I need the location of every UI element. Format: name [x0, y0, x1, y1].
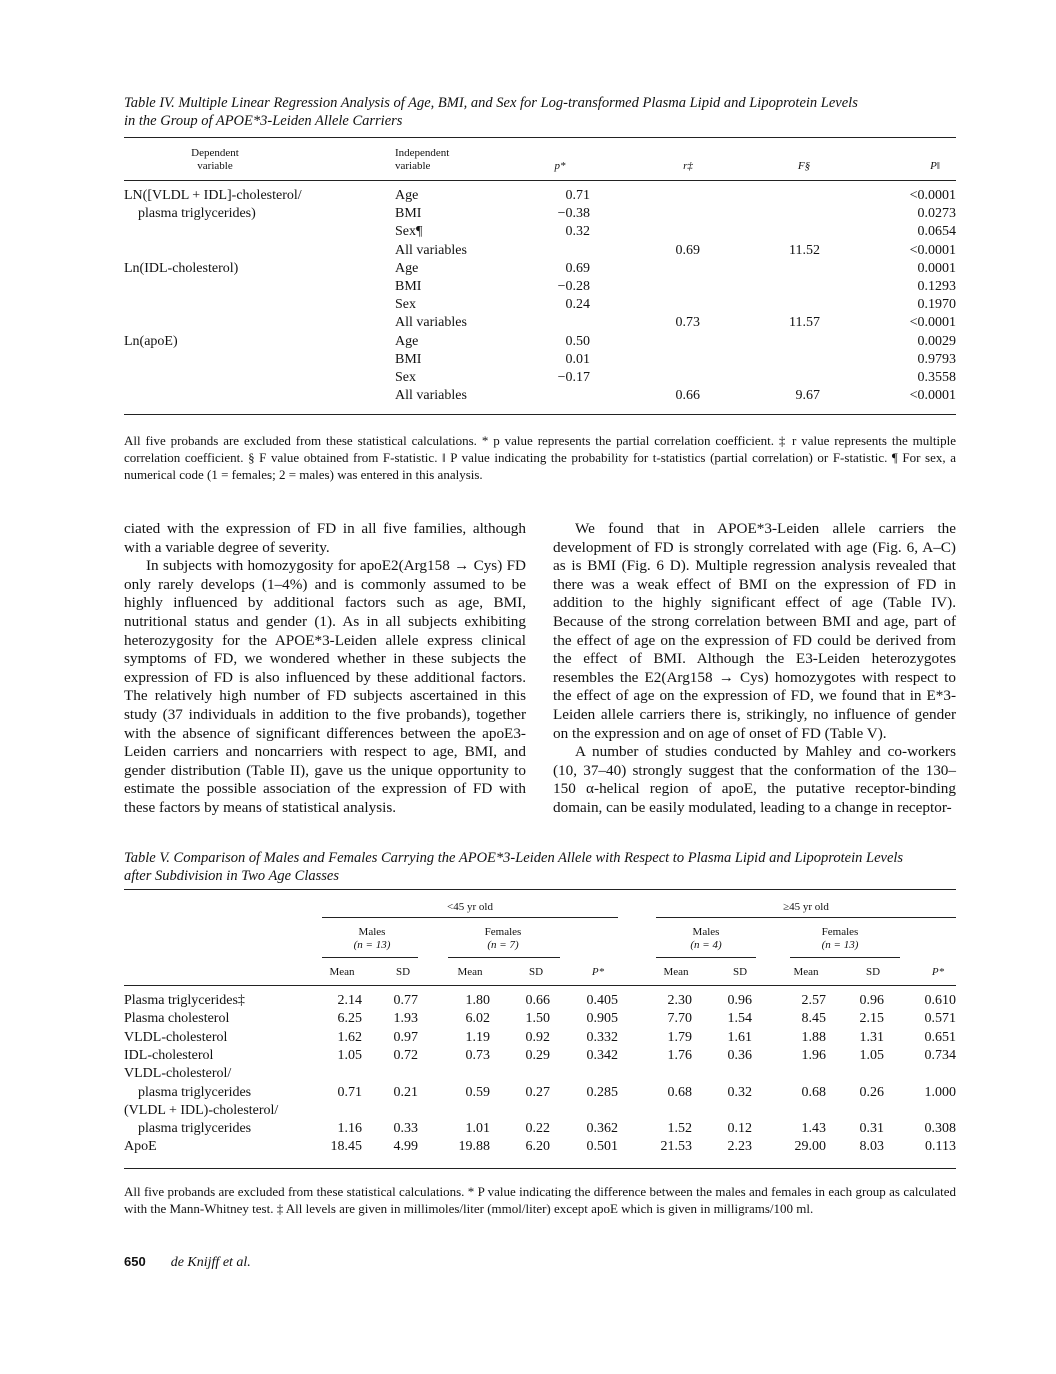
table5-cell: 7.70: [667, 1011, 692, 1027]
table4-cell-ind: All variables: [395, 315, 467, 331]
running-authors: de Knijff et al.: [170, 1255, 251, 1270]
table5-cell: 0.73: [465, 1047, 490, 1063]
table5-cell: 0.36: [727, 1047, 752, 1063]
table4-header-rule: [124, 180, 956, 181]
table4-caption: [124, 94, 964, 130]
table5-cell: 1.61: [727, 1029, 752, 1045]
table5-cell: 0.734: [924, 1047, 956, 1063]
table5-cell: 0.68: [801, 1084, 826, 1100]
table4-cell-ind: BMI: [395, 206, 422, 222]
table5-females-lt45: Females (n = 7): [484, 926, 522, 951]
table4-cell-P: 0.0029: [917, 333, 956, 349]
page-footer: [124, 1254, 251, 1271]
table5-cell: 1.62: [337, 1029, 362, 1045]
table5-row-label: VLDL-cholesterol/: [124, 1066, 232, 1082]
table4-cell-ind: All variables: [395, 388, 467, 404]
table5-cell: 0.651: [924, 1029, 956, 1045]
table4-cell-P: <0.0001: [909, 242, 956, 258]
table5-males-ge45-rule: [656, 957, 756, 958]
table5-cell: 1.05: [859, 1047, 884, 1063]
table5-cell: 0.96: [727, 993, 752, 1008]
table5-cell: 0.96: [859, 993, 884, 1008]
table5-males-lt45-rule: [322, 957, 418, 958]
table4-cell-ind: All variables: [395, 242, 467, 258]
table5-cell: 1.50: [525, 1011, 550, 1027]
table4-cell-ind: Sex: [395, 297, 416, 313]
table4-cell-F: 11.52: [789, 242, 820, 258]
table4-cell-dep: Ln(IDL-cholesterol): [124, 260, 239, 276]
table4-cell-p: 0.01: [565, 351, 590, 367]
body-right-paragraph-1: We found that in APOE*3-Leiden allele carriers the development of FD is strongly correlated with age (Fig. 6, A–C) as is BMI (Fig. 6 D). Multiple regression analysis revealed that there was a weak effect of BMI on the expression of FD in addition to the highly significant effect of age (Table IV). Because of the strong correlation between BMI and age, part of the effect of age on the expression of FD could be derived from the effect of BMI. Although the E3-Leiden heterozygotes resembles the E2(Arg158 → Cys) homozygotes with respect to the effect of age on the expression of FD, we found that in E*3-Leiden allele carriers there is, strikingly, no influence of gender on the expression and on age of onset of FD (Table V).: [553, 520, 956, 742]
table5-cell: 0.32: [727, 1084, 752, 1100]
table5-subheader-mean: Mean: [457, 966, 483, 978]
table4-cell-F: 9.67: [795, 388, 820, 404]
table5-cell: 0.27: [525, 1084, 550, 1100]
table5-cell: 6.25: [337, 1011, 362, 1027]
table5-row-label-cont: plasma triglycerides: [138, 1084, 252, 1100]
table5-cell: 0.72: [393, 1047, 418, 1063]
table5-cell: 0.12: [727, 1121, 752, 1137]
table5-cell: 1.54: [727, 1011, 752, 1027]
table4-cell-ind: Age: [395, 188, 419, 203]
table5-cell: 0.610: [924, 993, 956, 1008]
table5-cell: 1.43: [801, 1121, 826, 1137]
table5-cell: 0.332: [586, 1029, 618, 1045]
table4-cell-p: 0.69: [565, 260, 590, 276]
table5-cell: 0.71: [337, 1084, 362, 1100]
table5-cell: 8.03: [859, 1139, 884, 1155]
table4-cell-ind: Sex¶: [395, 224, 423, 240]
table5-cell: 0.22: [525, 1121, 550, 1137]
table5-cell: 1.05: [337, 1047, 362, 1063]
table5-cell: 2.15: [859, 1011, 884, 1027]
table4-cell-ind: Sex: [395, 370, 416, 385]
table5-cell: 1.79: [667, 1029, 692, 1045]
table5-subheader-mean: Mean: [793, 966, 819, 978]
table4-cell-P: <0.0001: [909, 315, 956, 331]
table5-cell: 0.405: [586, 993, 618, 1008]
table4-cell-P: 0.3558: [917, 370, 956, 385]
table5-subheader-p: P*: [931, 966, 945, 978]
table4-cell-P: 0.0654: [917, 224, 956, 240]
table5-cell: 0.285: [586, 1084, 618, 1100]
table4-cell-p: 0.24: [565, 297, 590, 313]
table4-cell-F: 11.57: [789, 315, 820, 331]
table5-lt45-rule: [322, 917, 618, 918]
table5-subheader-p: P*: [591, 966, 605, 978]
table5-caption: [124, 849, 964, 885]
table5-cell: 1.80: [465, 993, 490, 1008]
table4-cell-p: 0.50: [565, 333, 590, 349]
table5-bottom-rule: [124, 1168, 956, 1169]
table5-cell: 0.29: [525, 1047, 550, 1063]
table5-cell: 2.30: [667, 993, 692, 1008]
table5-cell: 0.92: [525, 1029, 550, 1045]
table4-caption-line1: Table IV. Multiple Linear Regression Analysis of Age, BMI, and Sex for Log-transformed Plasma Lipid and Lipoprotein Levels: [124, 95, 858, 111]
table5-cell: 0.308: [924, 1121, 956, 1137]
table5-subheader-mean: Mean: [329, 966, 355, 978]
table5-cell: 0.113: [925, 1139, 956, 1155]
body-right-column: [553, 520, 956, 818]
table4-cell-dep: LN([VLDL + IDL]-cholesterol/: [124, 188, 302, 203]
table5-cell: 0.33: [393, 1121, 418, 1137]
table4-cell-r: 0.73: [675, 315, 700, 331]
table5-footnote: All five probands are excluded from these statistical calculations. * P value indicating the difference between the males and females in each group as calculated with the Mann-Whitney test. ‡ All levels are given in millimoles/liter (mmol/liter) except apoE which is given in milligrams/100 ml.: [124, 1184, 956, 1216]
table5-cell: 1.93: [393, 1011, 418, 1027]
table4-header-r: r‡: [683, 160, 693, 172]
table5-cell: 1.16: [337, 1121, 362, 1137]
table5-row-label: Plasma triglycerides‡: [124, 993, 245, 1008]
table5-females-ge45: Females (n = 13): [821, 926, 859, 951]
table4-cell-r: 0.66: [675, 388, 700, 404]
table4-cell-p: 0.32: [565, 224, 590, 240]
table4-cell-p: −0.28: [557, 279, 590, 294]
table4-header-F: F§: [797, 160, 811, 172]
body-left-paragraph-1: ciated with the expression of FD in all five families, although with a variable degree of severity.: [124, 520, 526, 556]
table5-cell: 1.19: [465, 1029, 490, 1045]
table4-cell-ind: Age: [395, 333, 419, 349]
table5-males-ge45: Males (n = 4): [690, 926, 722, 951]
table5-cell: 0.362: [586, 1121, 618, 1137]
table4-cell-r: 0.69: [675, 242, 700, 258]
table5-row-label: Plasma cholesterol: [124, 1011, 230, 1027]
table4-cell-P: 0.1970: [917, 297, 956, 313]
table4-cell-P: 0.1293: [917, 279, 956, 294]
body-left-column: [124, 520, 526, 818]
table5-cell: 0.31: [859, 1121, 884, 1137]
table4-header-p: p*: [554, 160, 566, 172]
table4-cell-ind: BMI: [395, 351, 422, 367]
table5-subheader-mean: Mean: [663, 966, 689, 978]
table4-caption-line2: in the Group of APOE*3-Leiden Allele Carriers: [124, 113, 403, 129]
table5-cell: 0.905: [586, 1011, 618, 1027]
table4-header-independent: Independent variable: [395, 147, 450, 172]
table5-cell: 1.52: [667, 1121, 692, 1137]
table5-cell: 0.77: [393, 993, 418, 1008]
table5-cell: 6.02: [465, 1011, 490, 1027]
table5-cell: 1.01: [465, 1121, 490, 1137]
table5-cell: 0.97: [393, 1029, 418, 1045]
table5-cell: 0.21: [393, 1084, 418, 1100]
body-left-paragraph-2: In subjects with homozygosity for apoE2(Arg158 → Cys) FD only rarely develops (1–4%) and is commonly assumed to be highly influenced by additional factors such as age, BMI, nutritional status and gender (1). As in all subjects exhibiting heterozygosity for the APOE*3-Leiden allele express clinical symptoms of FD, we wondered whether in these subjects the expression of FD is also influenced by these additional factors. The relatively high number of FD subjects ascertained in this study (37 individuals in addition to the five probands), together with the absence of significant differences between the apoE3-Leiden carriers and noncarriers with respect to age, BMI, and gender distribution (Table II), gave us the unique opportunity to estimate the possible association of the expression of FD with these factors by means of statistical analysis.: [124, 557, 526, 816]
table4-cell-dep: plasma triglycerides): [138, 206, 256, 222]
table5-ge45-rule: [656, 917, 956, 918]
table5-cell: 1.96: [801, 1047, 826, 1063]
table5-age-ge45: ≥45 yr old: [783, 901, 829, 913]
table4-cell-p: −0.17: [557, 370, 590, 385]
table4-cell-p: 0.71: [565, 188, 590, 203]
table5-cell: 0.501: [586, 1139, 618, 1155]
table5-cell: 0.571: [924, 1011, 956, 1027]
table4-cell-dep: Ln(apoE): [124, 333, 178, 349]
table5-cell: 18.45: [330, 1139, 362, 1155]
table4-cell-P: <0.0001: [909, 188, 956, 203]
table4-cell-p: −0.38: [557, 206, 590, 222]
table5-row-label: ApoE: [124, 1139, 157, 1155]
table5-cell: 0.26: [859, 1084, 884, 1100]
table5-cell: 0.59: [465, 1084, 490, 1100]
table5-females-ge45-rule: [790, 957, 900, 958]
table4-header-dependent: Dependent variable: [191, 147, 239, 172]
body-right-paragraph-2: A number of studies conducted by Mahley and co-workers (10, 37–40) strongly suggest that the conformation of the 130–150 α-helical region of apoE, the putative receptor-binding domain, can be easily modulated, leading to a change in receptor-: [553, 743, 956, 816]
table5-males-lt45: Males (n = 13): [353, 926, 391, 951]
table5-cell: 6.20: [525, 1139, 550, 1155]
table5-subheader-sd: SD: [528, 966, 544, 978]
table5-row-label: IDL-cholesterol: [124, 1047, 214, 1063]
table5-subheader-sd: SD: [732, 966, 748, 978]
table4-cell-ind: BMI: [395, 279, 422, 294]
table5-cell: 1.000: [924, 1084, 956, 1100]
table5-cell: 19.88: [458, 1139, 490, 1155]
table5-cell: 2.57: [801, 993, 826, 1008]
table5-cell: 1.31: [859, 1029, 884, 1045]
table4-header-P: P‖: [930, 160, 940, 172]
table5-cell: 4.99: [393, 1139, 418, 1155]
table4-cell-P: 0.9793: [917, 351, 956, 367]
table5-cell: 8.45: [801, 1011, 826, 1027]
table4-bottom-rule: [124, 414, 956, 415]
table5-row-label: (VLDL + IDL)-cholesterol/: [124, 1102, 279, 1118]
table5-subheader-sd: SD: [865, 966, 881, 978]
table5-cell: 0.66: [525, 993, 550, 1008]
table5-cell: 29.00: [794, 1139, 826, 1155]
table5-top-rule: [124, 889, 956, 890]
table4-footnote: All five probands are excluded from these statistical calculations. * p value represents the partial correlation coefficient. ‡ r value represents the multiple correlation coefficient. § F value obtained from F-statistic. ‖ P value indicating the probability for t-statistics (partial correlation) or F-statistic. ¶ For sex, a numerical code (1 = females; 2 = males) was entered in this analysis.: [124, 433, 956, 482]
table5-row-label: VLDL-cholesterol: [124, 1029, 228, 1045]
page-number: 650: [124, 1254, 146, 1269]
table5-cell: 2.14: [337, 993, 362, 1008]
table5-females-lt45-rule: [448, 957, 560, 958]
table5-cell: 0.68: [667, 1084, 692, 1100]
table4-cell-P: <0.0001: [909, 388, 956, 404]
table5-cell: 1.88: [801, 1029, 826, 1045]
table5-header-rule: [124, 985, 956, 986]
table4-top-rule: [124, 137, 956, 138]
table5-cell: 0.342: [586, 1047, 618, 1063]
table5-cell: 2.23: [727, 1139, 752, 1155]
table4-cell-ind: Age: [395, 260, 419, 276]
table5-cell: 1.76: [667, 1047, 692, 1063]
table5-row-label-cont: plasma triglycerides: [138, 1121, 252, 1137]
table5-caption-line1: Table V. Comparison of Males and Females Carrying the APOE*3-Leiden Allele with Respect to Plasma Lipid and Lipoprotein Levels: [124, 850, 904, 866]
table5-subheader-sd: SD: [395, 966, 411, 978]
table4-cell-P: 0.0001: [917, 260, 956, 276]
table5-caption-line2: after Subdivision in Two Age Classes: [124, 868, 339, 884]
table5-cell: 21.53: [660, 1139, 692, 1155]
table5-age-lt45: <45 yr old: [447, 901, 493, 913]
table4-cell-P: 0.0273: [917, 206, 956, 222]
